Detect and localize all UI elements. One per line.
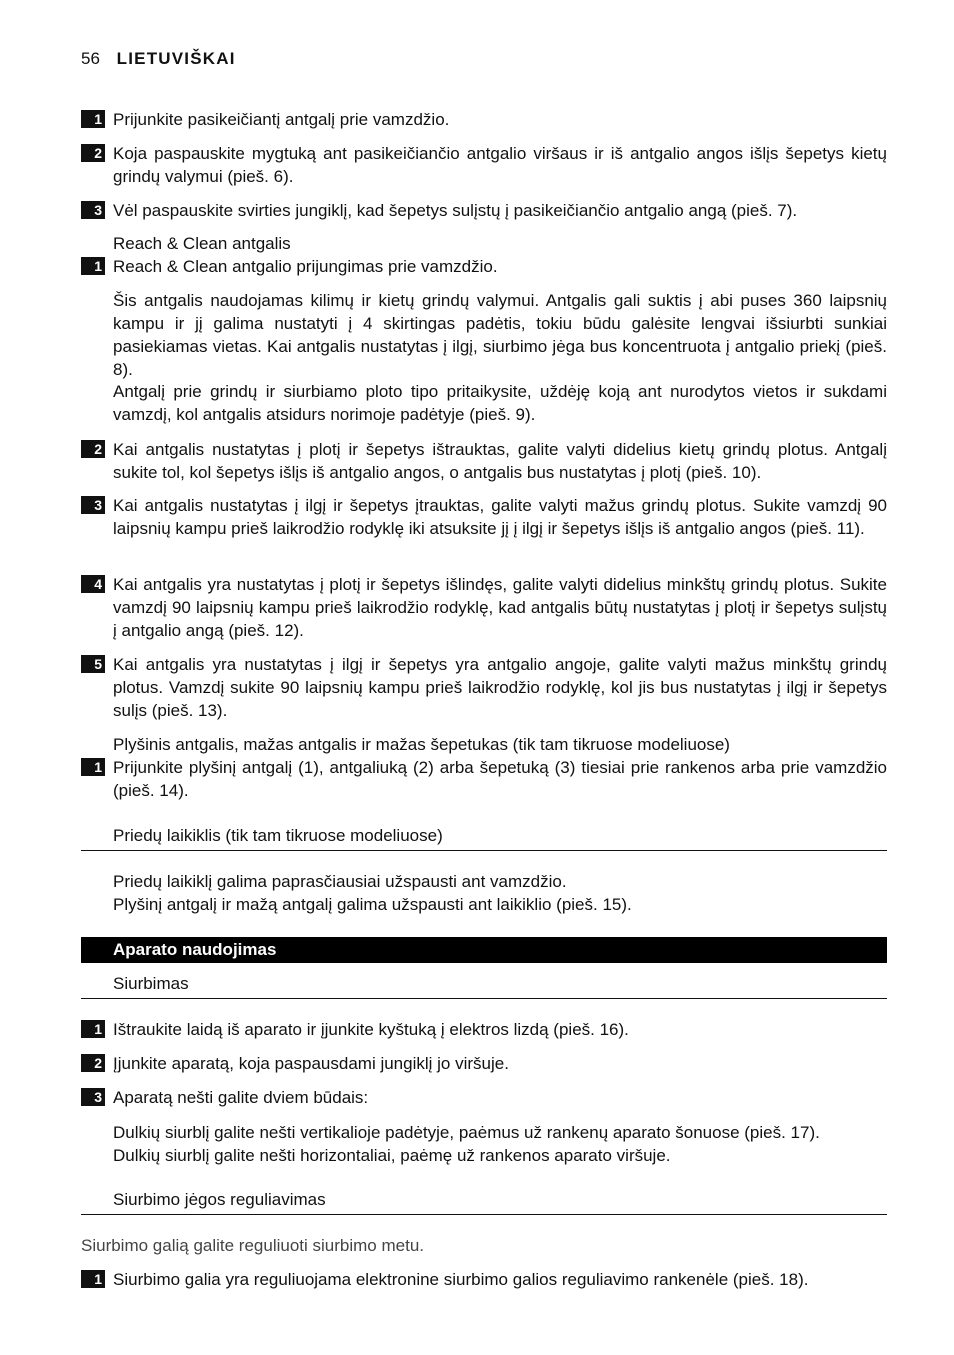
step-text: Koja paspauskite mygtuką ant pasikeičiančio antgalio viršaus ir iš antgalio angos išlįs šepetys kietų grindų valymui (pieš. 6).: [113, 144, 887, 186]
language-heading: LIETUVIŠKAI: [116, 49, 236, 68]
step-item: [81, 1018, 887, 1041]
step-number-badge: 3: [81, 201, 105, 219]
step-number-badge: 1: [81, 1020, 105, 1038]
step-item: [81, 199, 887, 222]
step-number-badge: 1: [81, 1270, 105, 1288]
step-item: [81, 573, 887, 642]
section-divider: [81, 1214, 887, 1215]
step-item: [81, 1268, 887, 1291]
paragraph: Priedų laikiklį galima paprasčiausiai užspausti ant vamzdžio.: [113, 872, 567, 891]
step-number-badge: 2: [81, 1054, 105, 1072]
step-number-badge: 3: [81, 1088, 105, 1106]
step-item: [81, 1052, 887, 1075]
step-number-badge: 1: [81, 257, 105, 275]
step-number-badge: 2: [81, 144, 105, 162]
step-number-badge: 3: [81, 496, 105, 514]
step-text: Kai antgalis yra nustatytas į plotį ir šepetys išlindęs, galite valyti didelius minkštų grindų plotus. Sukite vamzdį 90 laipsnių kampu prieš laikrodžio rodyklę, kad antgalis būtų nustatytas į plotį ir šepetys sulįstų į antgalio angą (pieš. 12).: [113, 575, 887, 640]
step-item: [81, 438, 887, 484]
section-divider: [81, 998, 887, 999]
section-title-bar: [81, 937, 887, 963]
intro-text: Siurbimo galią galite reguliuoti siurbimo metu.: [81, 1236, 424, 1255]
step-text: Kai antgalis nustatytas į plotį ir šepetys ištrauktas, galite valyti didelius kietų grindų plotus. Antgalį sukite tol, kol šepetys išlįs iš antgalio angos, o antgalis bus nustatytas į plotį (pieš. 10).: [113, 440, 887, 482]
step-number-badge: 1: [81, 758, 105, 776]
step-item: [81, 255, 887, 278]
section-title: Aparato naudojimas: [113, 940, 277, 959]
step-number-badge: 4: [81, 575, 105, 593]
subsection-title: Priedų laikiklis (tik tam tikruose modeliuose): [113, 826, 443, 845]
step-item: [81, 142, 887, 188]
subsection-title: Siurbimo jėgos reguliavimas: [113, 1190, 326, 1209]
paragraph: Dulkių siurblį galite nešti vertikalioje padėtyje, paėmus už rankenų aparato šonuose (pieš. 17).: [113, 1123, 820, 1142]
subsection-title: Reach & Clean antgalis: [113, 234, 291, 253]
step-item: [81, 653, 887, 722]
step-text: Ištraukite laidą iš aparato ir įjunkite kyštuką į elektros lizdą (pieš. 16).: [113, 1020, 629, 1039]
step-text: Kai antgalis nustatytas į ilgį ir šepetys įtrauktas, galite valyti mažus grindų plotus. Sukite vamzdį 90 laipsnių kampu prieš laikrodžio rodyklę iki atsuksite jį į ilgį ir šepetys išlįs iš antgalio angos (pieš. 11).: [113, 496, 887, 538]
paragraph: Dulkių siurblį galite nešti horizontaliai, paėmę už rankenos aparato viršuje.: [113, 1146, 671, 1165]
step-text: Vėl paspauskite svirties jungiklį, kad šepetys sulįstų į pasikeičiančio antgalio angą (pieš. 7).: [113, 201, 798, 220]
step-item: [81, 494, 887, 540]
subsection-title: Plyšinis antgalis, mažas antgalis ir mažas šepetukas (tik tam tikruose modeliuose): [113, 735, 730, 754]
paragraph: Antgalį prie grindų ir siurbiamo ploto tipo pritaikysite, uždėję koją ant nurodytos vietos ir sukdami vamzdį, kol antgalis atsidurs norimoje padėtyje (pieš. 9).: [113, 382, 887, 424]
step-text: Įjunkite aparatą, koja paspausdami jungiklį jo viršuje.: [113, 1054, 509, 1073]
step-number-badge: 5: [81, 655, 105, 673]
step-text: Prijunkite pasikeičiantį antgalį prie vamzdžio.: [113, 110, 450, 129]
step-number-badge: 2: [81, 440, 105, 458]
section-divider: [81, 850, 887, 851]
page-number: 56: [81, 49, 100, 68]
step-text: Aparatą nešti galite dviem būdais:: [113, 1088, 369, 1107]
page-header: [81, 49, 236, 69]
step-item: [81, 108, 887, 131]
step-item: [81, 756, 887, 802]
step-text: Kai antgalis yra nustatytas į ilgį ir šepetys yra antgalio angoje, galite valyti mažus minkštų grindų plotus. Vamzdį sukite 90 laipsnių kampu prieš laikrodžio rodyklę, kol jis bus nustatytas į ilgį ir šepetys sulįs (pieš. 13).: [113, 655, 887, 720]
step-item: [81, 1086, 887, 1109]
step-text: Reach & Clean antgalio prijungimas prie vamzdžio.: [113, 257, 498, 276]
step-text: Prijunkite plyšinį antgalį (1), antgaliuką (2) arba šepetuką (3) tiesiai prie rankenos arba prie vamzdžio (pieš. 14).: [113, 758, 887, 800]
subsection-title: Siurbimas: [113, 974, 189, 993]
paragraph: Šis antgalis naudojamas kilimų ir kietų grindų valymui. Antgalis gali suktis į abi puses 360 laipsnių kampu ir jį galima nustatyti į 4 skirtingas padėtis, tokiu būdu galėsite lengvai išsiurbti sunkiai pasiekiamas vietas. Kai antgalis nustatytas į ilgį, siurbimo jėga bus koncentruota į antgalio priekį (pieš. 8).: [113, 291, 887, 379]
step-number-badge: 1: [81, 110, 105, 128]
paragraph: Plyšinį antgalį ir mažą antgalį galima užspausti ant laikiklio (pieš. 15).: [113, 895, 632, 914]
step-text: Siurbimo galia yra reguliuojama elektronine siurbimo galios reguliavimo rankenėle (pieš. 18).: [113, 1270, 809, 1289]
